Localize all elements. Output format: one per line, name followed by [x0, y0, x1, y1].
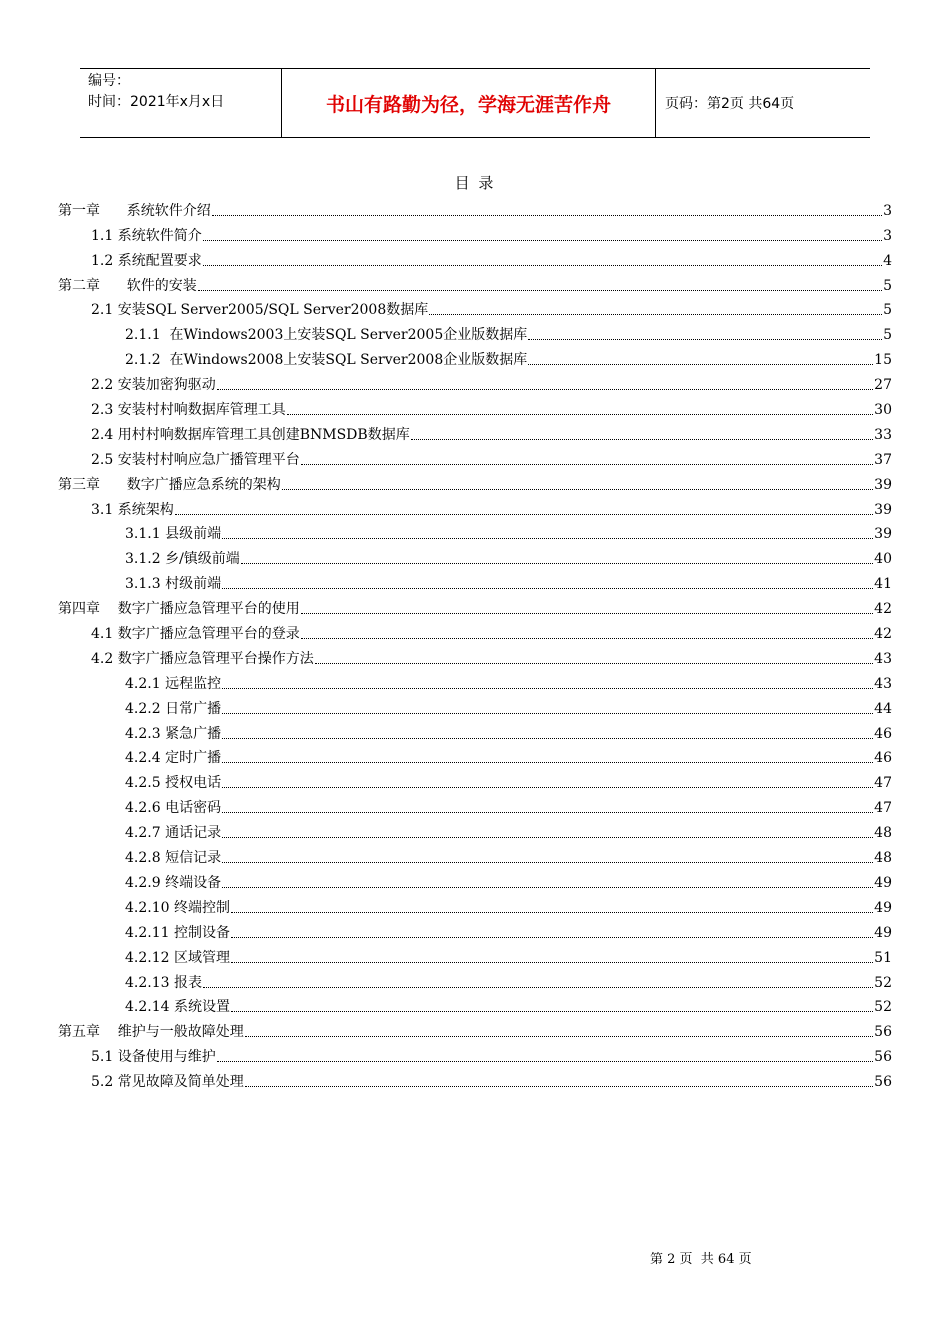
toc-entry-page: 37 — [874, 451, 892, 468]
toc-entry[interactable] — [58, 194, 892, 219]
toc-leader-dots — [222, 812, 873, 813]
toc-leader-dots — [231, 912, 873, 913]
toc-entry-page: 5 — [883, 327, 892, 344]
toc-entry-label: 4.2.5 授权电话 — [125, 775, 222, 792]
toc-entry-label: 4.2.14 系统设置 — [125, 999, 230, 1016]
toc-entry-label: 4.2.12 区域管理 — [125, 949, 230, 966]
toc-entry[interactable] — [58, 916, 892, 941]
toc-entry-page: 49 — [874, 899, 892, 916]
toc-entry-label: 1.1 系统软件简介 — [91, 227, 202, 244]
toc-leader-dots — [222, 837, 873, 838]
toc-entry-label: 4.2.3 紧急广播 — [125, 725, 222, 742]
toc-entry-label: 第三章 数字广播应急系统的架构 — [58, 476, 281, 493]
toc-leader-dots — [222, 762, 873, 763]
toc-entry-page: 30 — [874, 402, 892, 419]
toc-entry-page: 46 — [874, 725, 892, 742]
toc-entry-page: 33 — [874, 426, 892, 443]
toc-entry-page: 43 — [874, 675, 892, 692]
toc-entry[interactable] — [58, 617, 892, 642]
toc-entry-label: 4.2.8 短信记录 — [125, 850, 222, 867]
toc-entry-page: 51 — [874, 949, 892, 966]
toc-entry[interactable] — [58, 567, 892, 592]
toc-entry-page: 48 — [874, 825, 892, 842]
toc-entry[interactable] — [58, 219, 892, 244]
toc-entry-label: 2.5 安装村村响应急广播管理平台 — [91, 451, 300, 468]
toc-leader-dots — [245, 1036, 873, 1037]
toc-entry[interactable] — [58, 269, 892, 294]
toc-entry[interactable] — [58, 667, 892, 692]
toc-entry[interactable] — [58, 1015, 892, 1040]
toc-entry-page: 56 — [874, 1049, 892, 1066]
toc-entry-label: 第二章 软件的安装 — [58, 277, 197, 294]
toc-entry-label: 3.1.3 村级前端 — [125, 576, 222, 593]
toc-entry-page: 49 — [874, 924, 892, 941]
toc-leader-dots — [301, 464, 873, 465]
toc-entry[interactable] — [58, 418, 892, 443]
toc-entry-label: 第五章 维护与一般故障处理 — [58, 1024, 244, 1041]
toc-leader-dots — [203, 240, 882, 241]
toc-leader-dots — [315, 663, 873, 664]
toc-leader-dots — [231, 1011, 873, 1012]
toc-leader-dots — [528, 364, 873, 365]
toc-entry-label: 3.1.2 乡/镇级前端 — [125, 551, 240, 568]
toc-entry-page: 27 — [874, 377, 892, 394]
toc-leader-dots — [203, 987, 873, 988]
toc-entry-page: 15 — [874, 352, 892, 369]
toc-entry-label: 2.3 安装村村响数据库管理工具 — [91, 402, 286, 419]
toc-entry-page: 5 — [883, 277, 892, 294]
toc-leader-dots — [217, 389, 873, 390]
toc-entry-label: 4.2.11 控制设备 — [125, 924, 230, 941]
toc-leader-dots — [222, 713, 873, 714]
toc-entry[interactable] — [58, 642, 892, 667]
toc-entry[interactable] — [58, 841, 892, 866]
toc-leader-dots — [301, 613, 873, 614]
toc-leader-dots — [222, 588, 873, 589]
toc-leader-dots — [411, 439, 873, 440]
toc-entry-label: 3.1.1 县级前端 — [125, 526, 222, 543]
toc-leader-dots — [217, 1061, 873, 1062]
toc-entry-page: 5 — [883, 302, 892, 319]
toc-entry[interactable] — [58, 1040, 892, 1065]
toc-entry-label: 4.1 数字广播应急管理平台的登录 — [91, 626, 300, 643]
toc-entry-label: 5.1 设备使用与维护 — [91, 1049, 216, 1066]
toc-entry-page: 42 — [874, 601, 892, 618]
toc-entry[interactable] — [58, 1065, 892, 1090]
toc-entry[interactable] — [58, 717, 892, 742]
header-motto: 书山有路勤为径，学海无涯苦作舟 — [281, 69, 656, 137]
toc-entry-label: 2.4 用村村响数据库管理工具创建BNMSDB数据库 — [91, 426, 410, 443]
toc-leader-dots — [203, 265, 882, 266]
toc-entry[interactable] — [58, 368, 892, 393]
toc-entry[interactable] — [58, 318, 892, 343]
toc-entry-page: 48 — [874, 850, 892, 867]
toc-entry-label: 2.1.2 在Windows2008上安装SQL Server2008企业版数据库 — [125, 352, 528, 369]
toc-leader-dots — [241, 563, 873, 564]
toc-leader-dots — [528, 339, 882, 340]
toc-entry-page: 47 — [874, 800, 892, 817]
toc-entry-page: 3 — [883, 227, 892, 244]
toc-entry[interactable] — [58, 592, 892, 617]
document-header — [80, 68, 870, 138]
toc-entry[interactable] — [58, 692, 892, 717]
toc-entry-page: 40 — [874, 551, 892, 568]
toc-leader-dots — [231, 937, 873, 938]
toc-entry-label: 2.2 安装加密狗驱动 — [91, 377, 216, 394]
toc-entry-page: 39 — [874, 476, 892, 493]
toc-entry[interactable] — [58, 816, 892, 841]
toc-entry-label: 3.1 系统架构 — [91, 501, 174, 518]
toc-entry[interactable] — [58, 866, 892, 891]
toc-entry-page: 4 — [883, 252, 892, 269]
toc-entry-label: 2.1 安装SQL Server2005/SQL Server2008数据库 — [91, 302, 429, 319]
toc-entry-page: 56 — [874, 1024, 892, 1041]
header-meta — [80, 69, 281, 137]
toc-entry-label: 4.2.9 终端设备 — [125, 874, 222, 891]
document-time-label: 时间：2021年x月x日 — [88, 94, 225, 110]
toc-leader-dots — [231, 962, 873, 963]
toc-entry[interactable] — [58, 542, 892, 567]
toc-entry-page: 39 — [874, 526, 892, 543]
toc-entry-label: 4.2.10 终端控制 — [125, 899, 230, 916]
toc-title: 目 录 — [454, 174, 496, 192]
toc-entry[interactable] — [58, 742, 892, 767]
toc-entry[interactable] — [58, 493, 892, 518]
toc-entry-label: 4.2.7 通话记录 — [125, 825, 222, 842]
toc-leader-dots — [301, 638, 873, 639]
toc-leader-dots — [429, 314, 882, 315]
toc-entry[interactable] — [58, 343, 892, 368]
toc-leader-dots — [222, 688, 873, 689]
toc-leader-dots — [222, 538, 873, 539]
toc-leader-dots — [282, 489, 873, 490]
toc-leader-dots — [287, 414, 873, 415]
toc-entry-page: 47 — [874, 775, 892, 792]
document-number-label: 编号： — [88, 73, 130, 89]
toc-entry[interactable] — [58, 393, 892, 418]
toc-entry-page: 46 — [874, 750, 892, 767]
toc-entry[interactable] — [58, 518, 892, 543]
toc-leader-dots — [222, 738, 873, 739]
toc-entry-page: 49 — [874, 874, 892, 891]
toc-leader-dots — [222, 787, 873, 788]
toc-entry[interactable] — [58, 891, 892, 916]
toc-entry-label: 4.2.2 日常广播 — [125, 700, 222, 717]
toc-leader-dots — [175, 514, 873, 515]
toc-entry[interactable] — [58, 941, 892, 966]
toc-entry-label: 4.2 数字广播应急管理平台操作方法 — [91, 650, 314, 667]
toc-entry-page: 44 — [874, 700, 892, 717]
toc-entry-page: 56 — [874, 1074, 892, 1091]
toc-entry[interactable] — [58, 791, 892, 816]
toc-entry-page: 3 — [883, 202, 892, 219]
toc-entry-page: 41 — [874, 576, 892, 593]
toc-leader-dots — [222, 887, 873, 888]
toc-leader-dots — [222, 862, 873, 863]
toc-entry-page: 39 — [874, 501, 892, 518]
toc-entry-page: 52 — [874, 999, 892, 1016]
toc-entry-label: 1.2 系统配置要求 — [91, 252, 202, 269]
table-of-contents — [58, 194, 892, 1090]
toc-entry-label: 4.2.4 定时广播 — [125, 750, 222, 767]
toc-leader-dots — [245, 1086, 873, 1087]
toc-entry-label: 第一章 系统软件介绍 — [58, 202, 211, 219]
header-page-info: 页码：第2页 共64页 — [665, 96, 795, 112]
toc-leader-dots — [198, 290, 882, 291]
toc-entry-page: 52 — [874, 974, 892, 991]
toc-entry[interactable] — [58, 294, 892, 319]
toc-entry[interactable] — [58, 991, 892, 1016]
toc-entry[interactable] — [58, 766, 892, 791]
toc-entry-page: 43 — [874, 650, 892, 667]
toc-entry-label: 5.2 常见故障及简单处理 — [91, 1074, 244, 1091]
toc-entry-label: 第四章 数字广播应急管理平台的使用 — [58, 601, 300, 618]
toc-entry-label: 2.1.1 在Windows2003上安装SQL Server2005企业版数据库 — [125, 327, 528, 344]
toc-entry[interactable] — [58, 468, 892, 493]
toc-entry-label: 4.2.6 电话密码 — [125, 800, 222, 817]
toc-entry-page: 42 — [874, 626, 892, 643]
toc-entry[interactable] — [58, 966, 892, 991]
toc-entry-label: 4.2.1 远程监控 — [125, 675, 222, 692]
toc-entry-label: 4.2.13 报表 — [125, 974, 202, 991]
toc-entry[interactable] — [58, 244, 892, 269]
toc-entry[interactable] — [58, 443, 892, 468]
page-footer: 第 2 页 共 64 页 — [650, 1252, 752, 1267]
toc-leader-dots — [212, 215, 882, 216]
